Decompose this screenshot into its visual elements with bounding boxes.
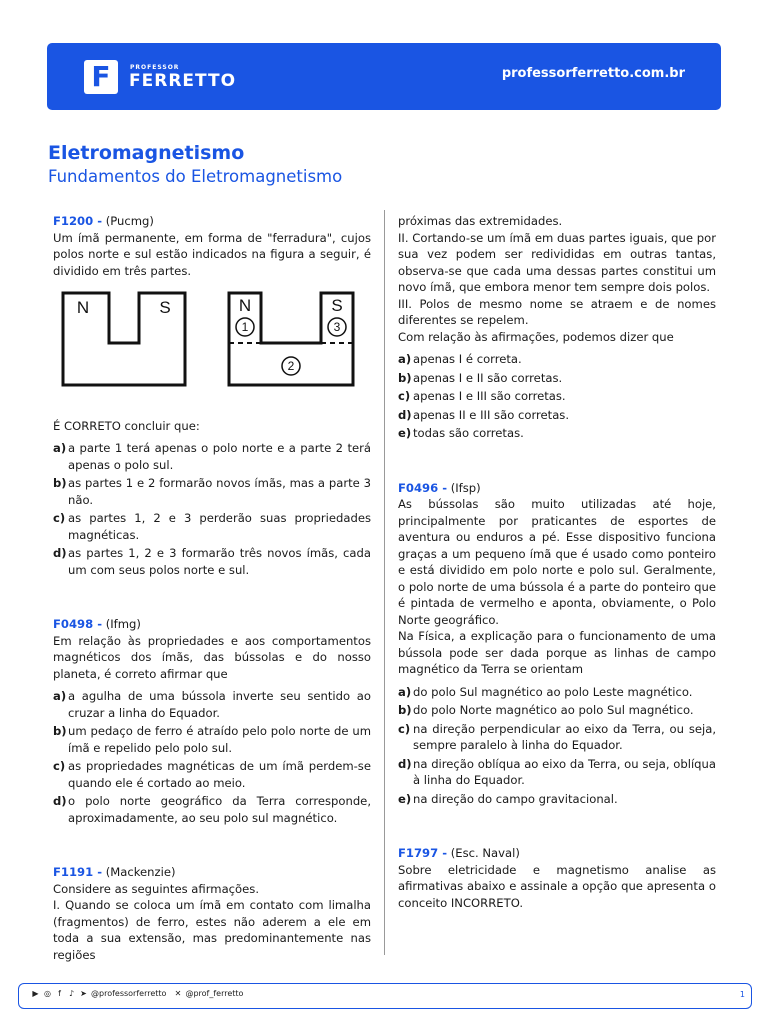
options-list [398, 684, 716, 808]
question-text: Com relação às afirmações, podemos dizer que [398, 329, 674, 344]
question-f1191 [53, 864, 371, 963]
options-list [398, 351, 716, 442]
south-label: S [331, 296, 343, 315]
option-b[interactable] [53, 475, 371, 508]
option-letter: d) [398, 756, 412, 771]
options-list [53, 440, 371, 578]
option-text: as partes 1 e 2 formarão novos ímãs, mas a parte 3 não. [68, 476, 371, 507]
option-letter: d) [398, 407, 412, 422]
option-text: a parte 1 terá apenas o polo norte e a parte 2 terá apenas o polo sul. [68, 441, 371, 472]
option-a[interactable] [398, 684, 716, 701]
option-letter: a) [398, 684, 412, 699]
option-letter: a) [398, 352, 412, 366]
north-label: N [238, 296, 252, 315]
question-source: (Esc. Naval) [450, 846, 520, 860]
option-letter: b) [53, 724, 67, 738]
option-b[interactable] [53, 723, 371, 756]
option-letter: a) [53, 689, 67, 703]
north-label: N [76, 298, 90, 317]
question-text: I. Quando se coloca um ímã em contato com limalha (fragmentos) de ferro, estes não aderem a ele em toda a sua extensão, mas predominantemente nas regiões [53, 898, 371, 962]
horseshoe-magnet-figure [61, 291, 371, 396]
instagram-icon[interactable]: ◎ [44, 989, 51, 998]
question-header [398, 480, 716, 497]
option-letter: e) [398, 426, 412, 440]
question-header [53, 616, 371, 633]
handle-prof-ferretto[interactable]: @prof_ferretto [185, 989, 244, 998]
right-column [398, 213, 716, 911]
left-column [53, 213, 371, 963]
logo-small-text: PROFESSOR [130, 64, 180, 71]
option-b[interactable] [398, 702, 716, 719]
question-text: II. Cortando-se um ímã em duas partes iguais, que por sua vez podem ser redivididas em outras tantas, observa-se que cada uma dessas partes constitui um novo ímã, que embora menor tem sempre dois polos. [398, 230, 716, 294]
question-f0496 [398, 480, 716, 808]
question-id: F0496 - [398, 480, 448, 495]
option-text: do polo Sul magnético ao polo Leste magnético. [413, 684, 693, 699]
option-c[interactable] [398, 721, 716, 754]
option-d[interactable] [53, 793, 371, 826]
option-a[interactable] [53, 440, 371, 473]
question-header [398, 845, 716, 862]
logo-letter: F [91, 60, 111, 93]
option-c[interactable] [53, 758, 371, 791]
option-letter: a) [53, 441, 67, 455]
question-f1191-continued [398, 213, 716, 442]
logo-name: FERRETTO [129, 71, 237, 91]
option-text: apenas I e II são corretas. [413, 370, 563, 385]
question-id: F1200 - [53, 214, 103, 228]
footer-bar [18, 983, 752, 1009]
option-e[interactable] [398, 425, 716, 442]
header-banner [47, 43, 721, 110]
option-text: na direção oblíqua ao eixo da Terra, ou seja, oblíqua à linha do Equador. [413, 756, 716, 787]
question-source: (Mackenzie) [105, 865, 176, 879]
question-source: (Ifsp) [450, 480, 481, 495]
option-letter: d) [53, 794, 67, 808]
option-e[interactable] [398, 791, 716, 808]
question-text: Considere as seguintes afirmações. [53, 881, 259, 896]
option-c[interactable] [53, 510, 371, 543]
question-id: F0498 - [53, 617, 103, 631]
option-text: apenas I é correta. [413, 352, 522, 366]
option-text: as partes 1, 2 e 3 perderão suas propriedades magnéticas. [68, 511, 371, 542]
option-text: um pedaço de ferro é atraído pelo polo norte de um ímã e repelido pelo polo sul. [68, 724, 371, 755]
option-d[interactable] [53, 545, 371, 578]
option-a[interactable] [398, 351, 716, 368]
question-text: III. Polos de mesmo nome se atraem e de nomes diferentes se repelem. [398, 296, 716, 327]
page-number: 1 [739, 990, 745, 999]
option-letter: b) [398, 703, 412, 717]
part-1-label: 1 [241, 320, 249, 334]
option-b[interactable] [398, 370, 716, 387]
site-link[interactable]: professorferretto.com.br [501, 66, 685, 81]
option-text: do polo Norte magnético ao polo Sul magnético. [413, 703, 694, 717]
option-text: todas são corretas. [413, 426, 524, 440]
option-text: apenas II e III são corretas. [413, 407, 570, 422]
x-icon[interactable]: ✕ [174, 989, 182, 998]
tiktok-icon[interactable]: ♪ [68, 989, 75, 998]
question-f1797 [398, 845, 716, 911]
question-header [53, 864, 371, 881]
question-text: próximas das extremidades. [398, 214, 563, 228]
option-letter: d) [53, 546, 67, 560]
option-letter: e) [398, 791, 412, 806]
column-divider [384, 210, 385, 955]
logo-icon [84, 60, 118, 94]
option-text: as partes 1, 2 e 3 formarão três novos ímãs, cada um com seus polos norte e sul. [68, 546, 371, 577]
options-list [53, 688, 371, 826]
question-text: Na Física, a explicação para o funcionamento de uma bússola pode ser dada porque as linhas de campo magnético da Terra se orientam [398, 629, 716, 676]
option-letter: c) [398, 389, 411, 403]
youtube-icon[interactable]: ▶ [32, 989, 39, 998]
question-id: F1191 - [53, 865, 103, 879]
south-label: S [159, 298, 171, 317]
question-text: Sobre eletricidade e magnetismo analise as afirmativas abaixo e assinale a opção que apresenta o conceito INCORRETO. [398, 862, 716, 910]
question-id: F1797 - [398, 846, 448, 860]
page-title: Eletromagnetismo [48, 142, 245, 164]
option-letter: b) [53, 476, 67, 490]
option-text: o polo norte geográfico da Terra corresponde, aproximadamente, ao seu polo sul magnético. [68, 794, 371, 825]
facebook-icon[interactable]: f [58, 989, 61, 998]
part-3-label: 3 [333, 320, 341, 334]
page-subtitle: Fundamentos do Eletromagnetismo [48, 167, 343, 186]
telegram-icon[interactable]: ➤ [80, 989, 87, 998]
option-text: as propriedades magnéticas de um ímã perdem-se quando ele é cortado ao meio. [68, 759, 371, 790]
question-f1200 [53, 213, 371, 578]
option-letter: c) [398, 721, 411, 736]
option-text: na direção do campo gravitacional. [413, 791, 618, 806]
handle-professorferretto[interactable]: @professorferretto [91, 989, 167, 998]
question-text: Em relação às propriedades e aos comportamentos magnéticos dos ímãs, das bússolas e do nosso planeta, é correto afirmar que [53, 633, 371, 681]
question-header [53, 213, 371, 230]
option-a[interactable] [53, 688, 371, 721]
option-d[interactable] [398, 756, 716, 789]
option-text: apenas I e III são corretas. [413, 389, 566, 403]
option-d[interactable] [398, 407, 716, 424]
option-letter: b) [398, 370, 412, 385]
question-text: Um ímã permanente, em forma de "ferradura", cujos polos norte e sul estão indicados na figura a seguir, é dividido em três partes. [53, 230, 371, 278]
question-source: (Pucmg) [105, 214, 154, 228]
option-c[interactable] [398, 388, 716, 405]
social-links [31, 989, 243, 998]
option-letter: c) [53, 759, 66, 773]
question-text: As bússolas são muito utilizadas até hoje, principalmente por praticantes de esportes de aventura ou enduros a pé. Esse dispositivo funciona graças a um pequeno ímã que é usado como ponteiro e está dividido em polo norte e polo sul. Geralmente, o polo norte de uma bússola é a parte do ponteiro que é pintada de vermelho e aponta, obviamente, o Polo Norte geográfico. [398, 497, 716, 627]
option-text: a agulha de uma bússola inverte seu sentido ao cruzar a linha do Equador. [68, 689, 371, 720]
part-2-label: 2 [287, 359, 295, 373]
option-text: na direção perpendicular ao eixo da Terra, ou seja, sempre paralelo à linha do Equador. [413, 721, 716, 752]
question-f0498 [53, 616, 371, 826]
question-source: (Ifmg) [105, 617, 141, 631]
option-letter: c) [53, 511, 66, 525]
question-prompt: É CORRETO concluir que: [53, 418, 200, 433]
